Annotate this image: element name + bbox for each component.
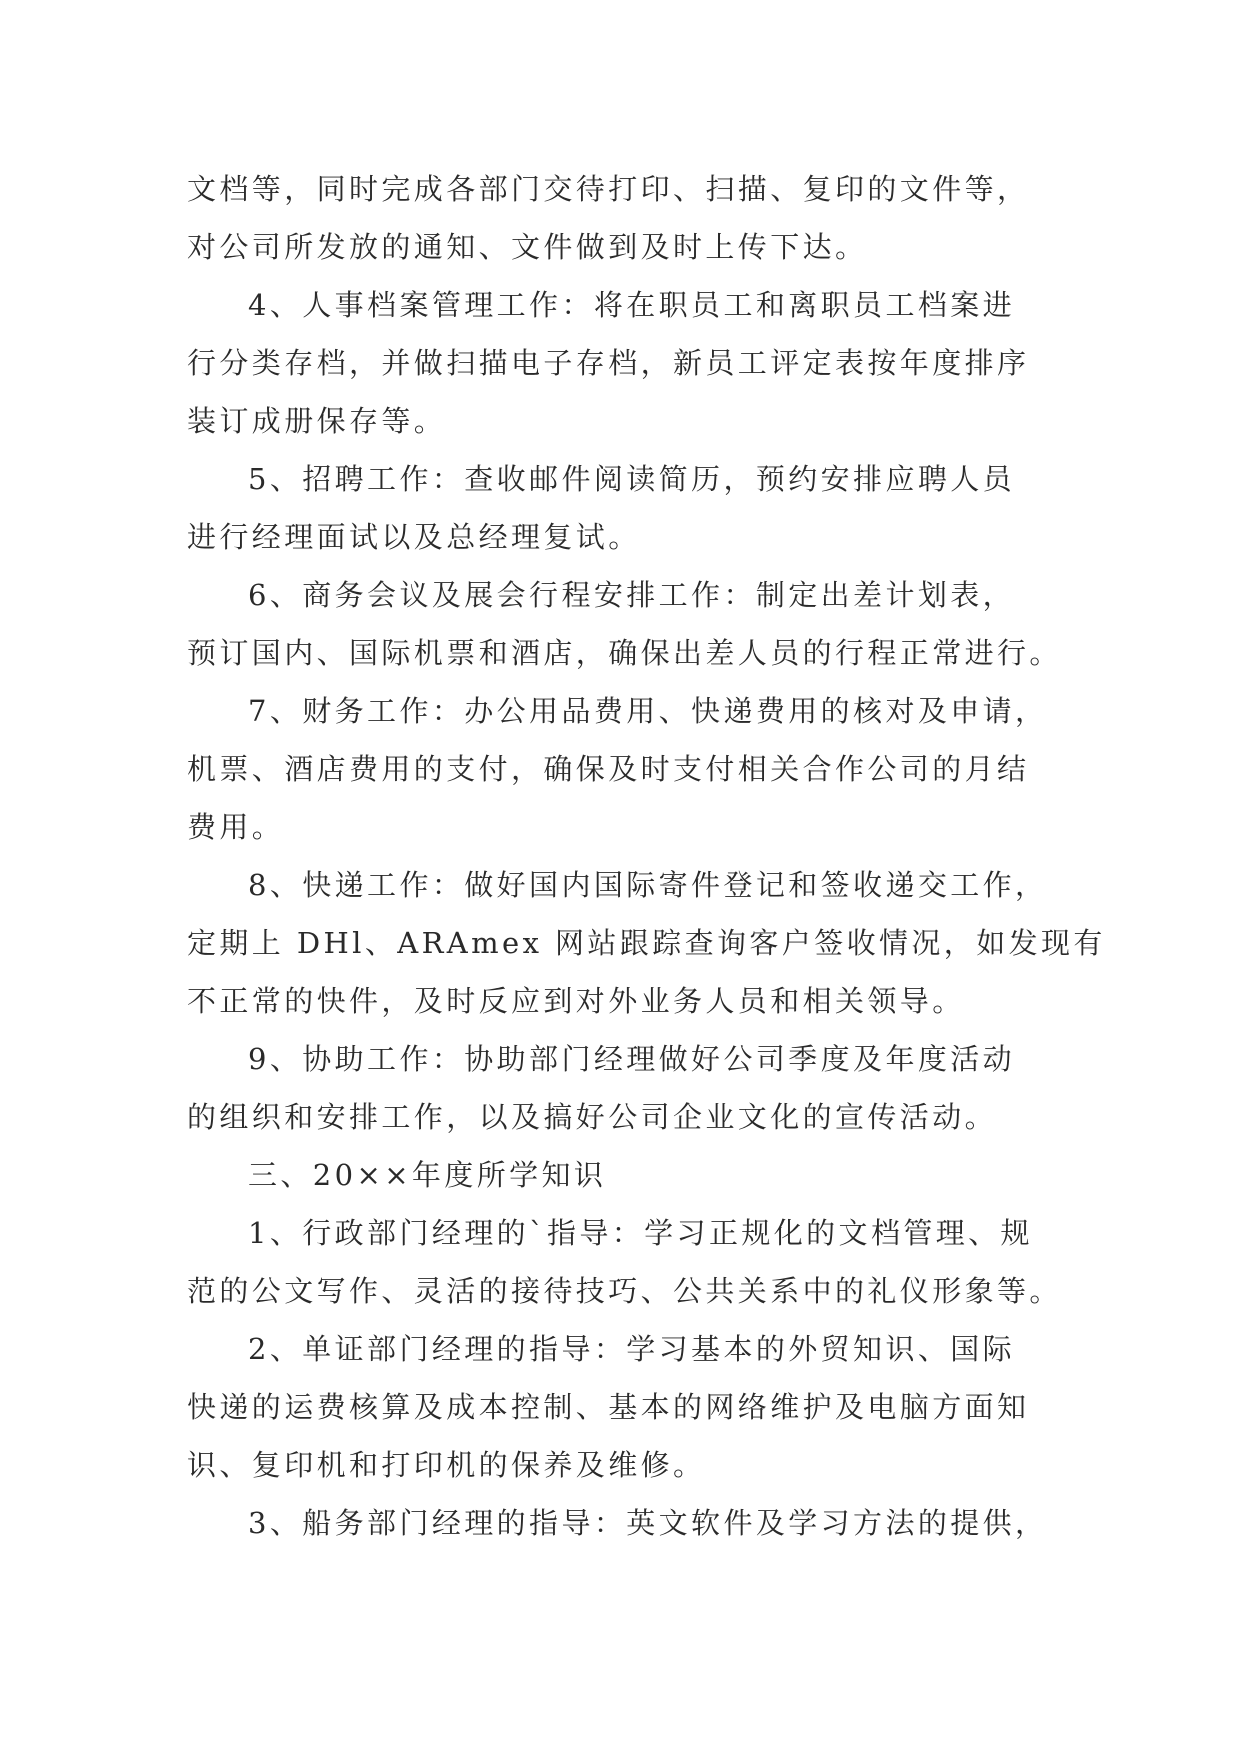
text-line: 5、招聘工作：查收邮件阅读简历，预约安排应聘人员 [248,462,1016,496]
text-line: 1、行政部门经理的`指导：学习正规化的文档管理、规 [248,1216,1033,1250]
text-line: 3、船务部门经理的指导：英文软件及学习方法的提供， [248,1506,1048,1540]
text-line: 不正常的快件，及时反应到对外业务人员和相关领导。 [187,984,965,1018]
text-line: 装订成册保存等。 [187,404,447,438]
text-line: 识、复印机和打印机的保养及维修。 [187,1448,706,1482]
text-line: 的组织和安排工作，以及搞好公司企业文化的宣传活动。 [187,1100,998,1134]
text-line: 预订国内、国际机票和酒店，确保出差人员的行程正常进行。 [187,636,1062,670]
text-line: 范的公文写作、灵活的接待技巧、公共关系中的礼仪形象等。 [187,1274,1062,1308]
text-line: 7、财务工作：办公用品费用、快递费用的核对及申请， [248,694,1048,728]
text-line: 机票、酒店费用的支付，确保及时支付相关合作公司的月结 [187,752,1030,786]
document-body [187,160,1106,1552]
text-line: 6、商务会议及展会行程安排工作：制定出差计划表， [248,578,1016,612]
text-line: 三、20××年度所学知识 [248,1158,607,1192]
text-line: 9、协助工作：协助部门经理做好公司季度及年度活动 [248,1042,1016,1076]
text-line: 对公司所发放的通知、文件做到及时上传下达。 [187,230,868,264]
text-line: 费用。 [187,810,285,844]
text-line: 8、快递工作：做好国内国际寄件登记和签收递交工作， [248,868,1048,902]
text-line: 文档等，同时完成各部门交待打印、扫描、复印的文件等， [187,172,1030,206]
text-line: 行分类存档，并做扫描电子存档，新员工评定表按年度排序 [187,346,1030,380]
text-line: 进行经理面试以及总经理复试。 [187,520,641,554]
text-line: 定期上 DHl、ARAmex 网站跟踪查询客户签收情况，如发现有 [187,926,1106,960]
text-line: 2、单证部门经理的指导：学习基本的外贸知识、国际 [248,1332,1016,1366]
text-line: 4、人事档案管理工作：将在职员工和离职员工档案进 [248,288,1016,322]
text-line: 快递的运费核算及成本控制、基本的网络维护及电脑方面知 [187,1390,1030,1424]
